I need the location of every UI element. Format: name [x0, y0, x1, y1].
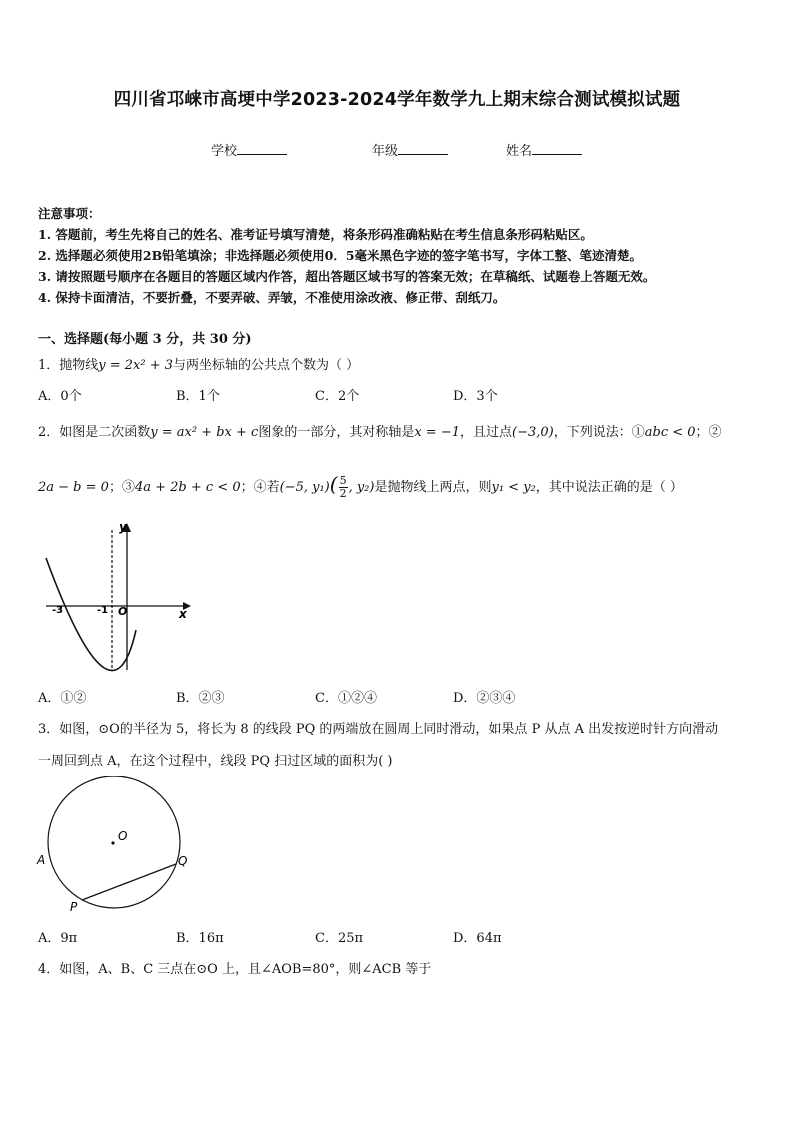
q1-stem-pre: 1．抛物线: [38, 358, 99, 373]
q2-option-a[interactable]: A．①②: [38, 691, 87, 706]
tick-label-neg1: -1: [97, 605, 109, 616]
q1-option-b[interactable]: B．1个: [176, 389, 220, 404]
x-axis-label: x: [179, 607, 187, 621]
label-a: A: [37, 853, 46, 867]
notice-item: 2. 选择题必须使用2B铅笔填涂；非选择题必须使用0．5毫米黑色字迹的签字笔书写，字体工整、笔迹清楚。: [38, 248, 643, 263]
q2-point: (−5, y₁): [279, 480, 330, 495]
question-4-stem: 4．如图，A、B、C 三点在⊙O 上，且∠AOB=80°，则∠ACB 等于: [38, 962, 432, 977]
segment-pq: [82, 864, 176, 900]
notice-item: 1. 答题前，考生先将自己的姓名、准考证号填写清楚，将条形码准确粘贴在考生信息条形码粘贴区。: [38, 227, 593, 242]
name-field[interactable]: [506, 140, 582, 159]
tick-label-neg3: -3: [52, 605, 64, 616]
q1-option-d[interactable]: D．3个: [453, 389, 498, 404]
center-point: [111, 841, 114, 844]
y-axis-label: y: [119, 520, 127, 534]
page-title: 四川省邛崃市高埂中学2023-2024学年数学九上期末综合测试模拟试题: [113, 90, 681, 110]
q2-text: ；④若: [240, 480, 280, 495]
q1-option-c[interactable]: C．2个: [315, 389, 360, 404]
q2-text: ，且过点: [460, 425, 513, 440]
q1-formula: y = 2x² + 3: [98, 358, 174, 373]
q2-frac-num: 5: [339, 474, 347, 487]
q2-paren: (: [329, 472, 338, 496]
notice-heading: 注意事项：: [38, 206, 101, 221]
question-1-stem: [38, 354, 359, 373]
q2-ineq: y₁ < y₂: [491, 480, 536, 495]
q1-stem-post: 与两坐标轴的公共点个数为（ ）: [173, 358, 360, 373]
q3-option-a[interactable]: A．9π: [38, 931, 78, 946]
q2-text: ，其中说法正确的是（ ）: [535, 480, 683, 495]
origin-label: O: [118, 605, 128, 618]
grade-blank[interactable]: [398, 142, 448, 155]
school-blank[interactable]: [237, 142, 287, 155]
q2-option-b[interactable]: B．②③: [176, 691, 225, 706]
q3-option-b[interactable]: B．16π: [176, 931, 224, 946]
q3-option-d[interactable]: D．64π: [453, 931, 502, 946]
q2-option-c[interactable]: C．①②④: [315, 691, 377, 706]
notice-item: 4. 保持卡面清洁，不要折叠，不要弄破、弄皱，不准使用涂改液、修正带、刮纸刀。: [38, 290, 506, 305]
q2-formula: y = ax² + bx + c: [150, 425, 259, 440]
q3-circle-figure: [34, 776, 204, 916]
q2-text: 2．如图是二次函数: [38, 425, 151, 440]
q2-point: (−3,0): [512, 425, 554, 440]
label-o: O: [118, 829, 128, 843]
name-blank[interactable]: [532, 142, 582, 155]
notice-item: 3. 请按照题号顺序在各题目的答题区域内作答，超出答题区域书写的答案无效；在草稿纸、试题卷上答题无效。: [38, 269, 656, 284]
q2-formula: 2a − b = 0: [38, 480, 109, 495]
question-2-stem-line2: [38, 472, 683, 500]
name-label: 姓名: [506, 144, 533, 159]
q2-formula: 4a + 2b + c < 0: [134, 480, 241, 495]
q2-abc: abc < 0: [644, 425, 696, 440]
q2-text: ；③: [108, 480, 135, 495]
question-2-stem-line1: [38, 421, 722, 440]
section-title: 一、选择题(每小题 3 分，共 30 分): [38, 332, 252, 347]
q1-option-a[interactable]: A．0个: [38, 389, 82, 404]
question-3-stem-line2: 一周回到点 A，在这个过程中，线段 PQ 扫过区域的面积为( ): [38, 754, 393, 769]
q2-frac-den: 2: [339, 487, 347, 500]
q2-fraction: [339, 475, 348, 500]
q2-option-d[interactable]: D．②③④: [453, 691, 516, 706]
q2-text: 是抛物线上两点，则: [374, 480, 492, 495]
label-p: P: [70, 900, 78, 914]
q2-point: , y₂): [348, 480, 375, 495]
q2-text: ；②: [695, 425, 722, 440]
school-field[interactable]: [211, 140, 287, 159]
q2-text: 图象的一部分，其对称轴是: [258, 425, 415, 440]
grade-label: 年级: [372, 144, 399, 159]
notice-block: [38, 203, 655, 308]
question-3-stem-line1: 3．如图，⊙O的半径为 5，将长为 8 的线段 PQ 的两端放在圆周上同时滑动，如果点 P 从点 A 出发按逆时针方向滑动: [38, 722, 719, 737]
q2-axis-formula: x = −1: [414, 425, 460, 440]
q3-option-c[interactable]: C．25π: [315, 931, 364, 946]
grade-field[interactable]: [372, 140, 448, 159]
school-label: 学校: [211, 144, 238, 159]
q2-text: ，下列说法：①: [553, 425, 645, 440]
label-q: Q: [178, 854, 188, 868]
q2-parabola-graph: [38, 518, 193, 673]
